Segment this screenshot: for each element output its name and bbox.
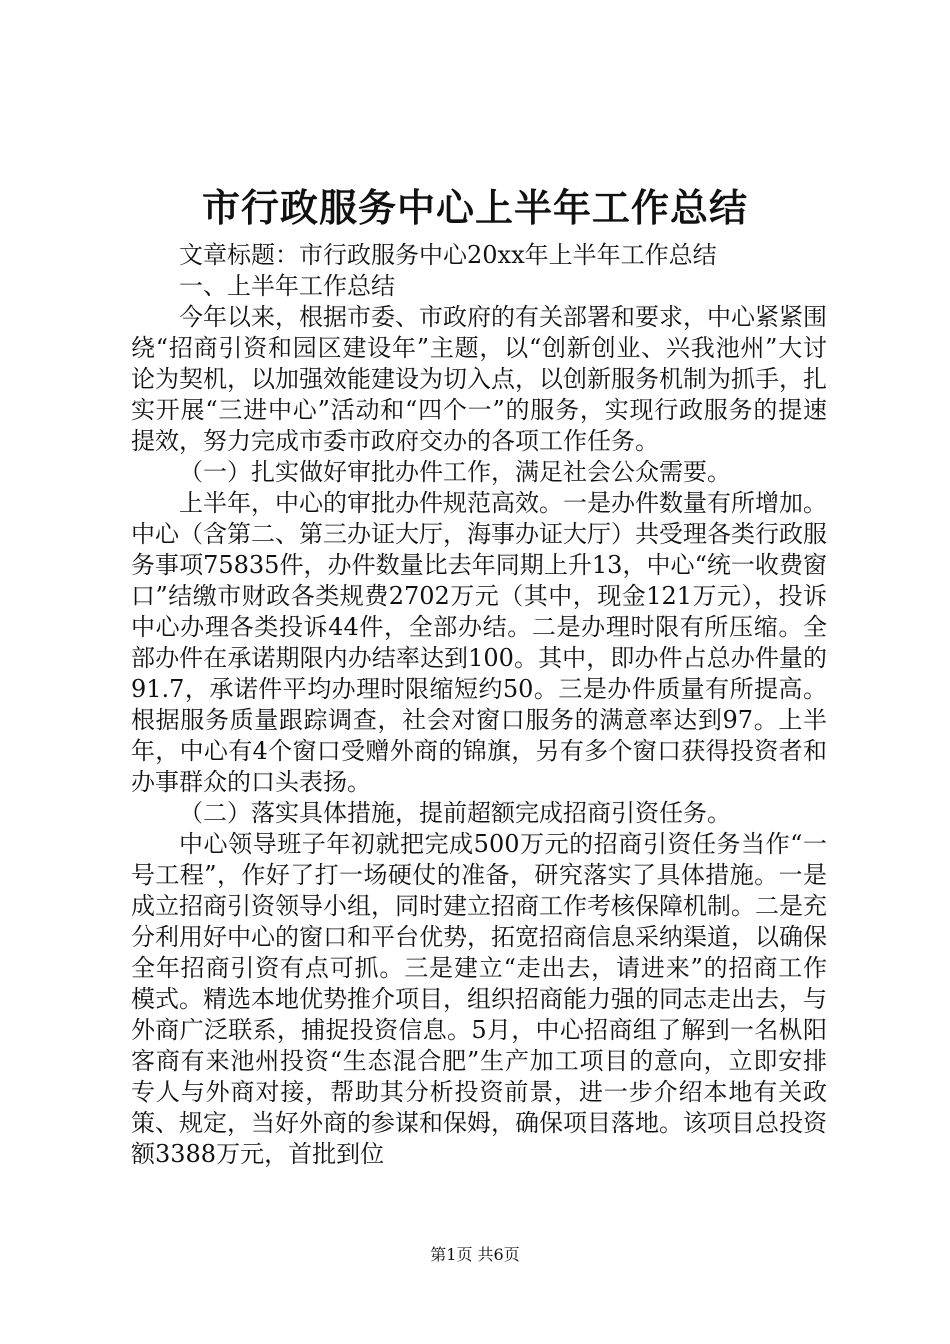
subsection-heading: （二）落实具体措施，提前超额完成招商引资任务。 <box>179 799 731 827</box>
subsection-heading: （一）扎实做好审批办件工作，满足社会公众需要。 <box>179 458 731 486</box>
body-paragraph: 中心领导班子年初就把完成500万元的招商引资任务当作“一号工程”，作好了打一场硬仗的准备，研究落实了具体措施。一是成立招商引资领导小组，同时建立招商工作考核保障机制。二是充分利用好中心的窗口和平台优势，拓宽招商信息采纳渠道，以确保全年招商引资有点可抓。三是建立“走出去，请进来”的招商工作模式。精选本地优势推介项目，组织招商能力强的同志走出去，与外商广泛联系，捕捉投资信息。5月，中心招商组了解到一名枞阳客商有来池州投资“生态混合肥”生产加工项目的意向，立即安排专人与外商对接，帮助其分析投资前景，进一步介绍本地有关政策、规定，当好外商的参谋和保姆，确保项目落地。该项目总投资额3388万元，首批到位 <box>131 830 827 1168</box>
section-heading: 一、上半年工作总结 <box>179 272 395 300</box>
article-title-line: 文章标题：市行政服务中心20xx年上半年工作总结 <box>179 241 717 269</box>
document-body <box>131 240 827 1170</box>
body-paragraph: 上半年，中心的审批办件规范高效。一是办件数量有所增加。中心（含第二、第三办证大厅，海事办证大厅）共受理各类行政服务事项75835件，办件数量比去年同期上升13，中心“统一收费窗口”结缴市财政各类规费2702万元（其中，现金121万元），投诉中心办理各类投诉44件，全部办结。二是办理时限有所压缩。全部办件在承诺期限内办结率达到100。其中，即办件占总办件量的91.7，承诺件平均办理时限缩短约50。三是办件质量有所提高。根据服务质量跟踪调查，社会对窗口服务的满意率达到97。上半年，中心有4个窗口受赠外商的锦旗，另有多个窗口获得投资者和办事群众的口头表扬。 <box>131 489 827 796</box>
body-paragraph: 今年以来，根据市委、市政府的有关部署和要求，中心紧紧围绕“招商引资和园区建设年”主题，以“创新创业、兴我池州”大讨论为契机，以加强效能建设为切入点，以创新服务机制为抓手，扎实开展“三进中心”活动和“四个一”的服务，实现行政服务的提速提效，努力完成市委市政府交办的各项工作任务。 <box>131 303 827 455</box>
page-footer: 第1页 共6页 <box>430 1245 520 1264</box>
document-title: 市行政服务中心上半年工作总结 <box>201 185 748 230</box>
